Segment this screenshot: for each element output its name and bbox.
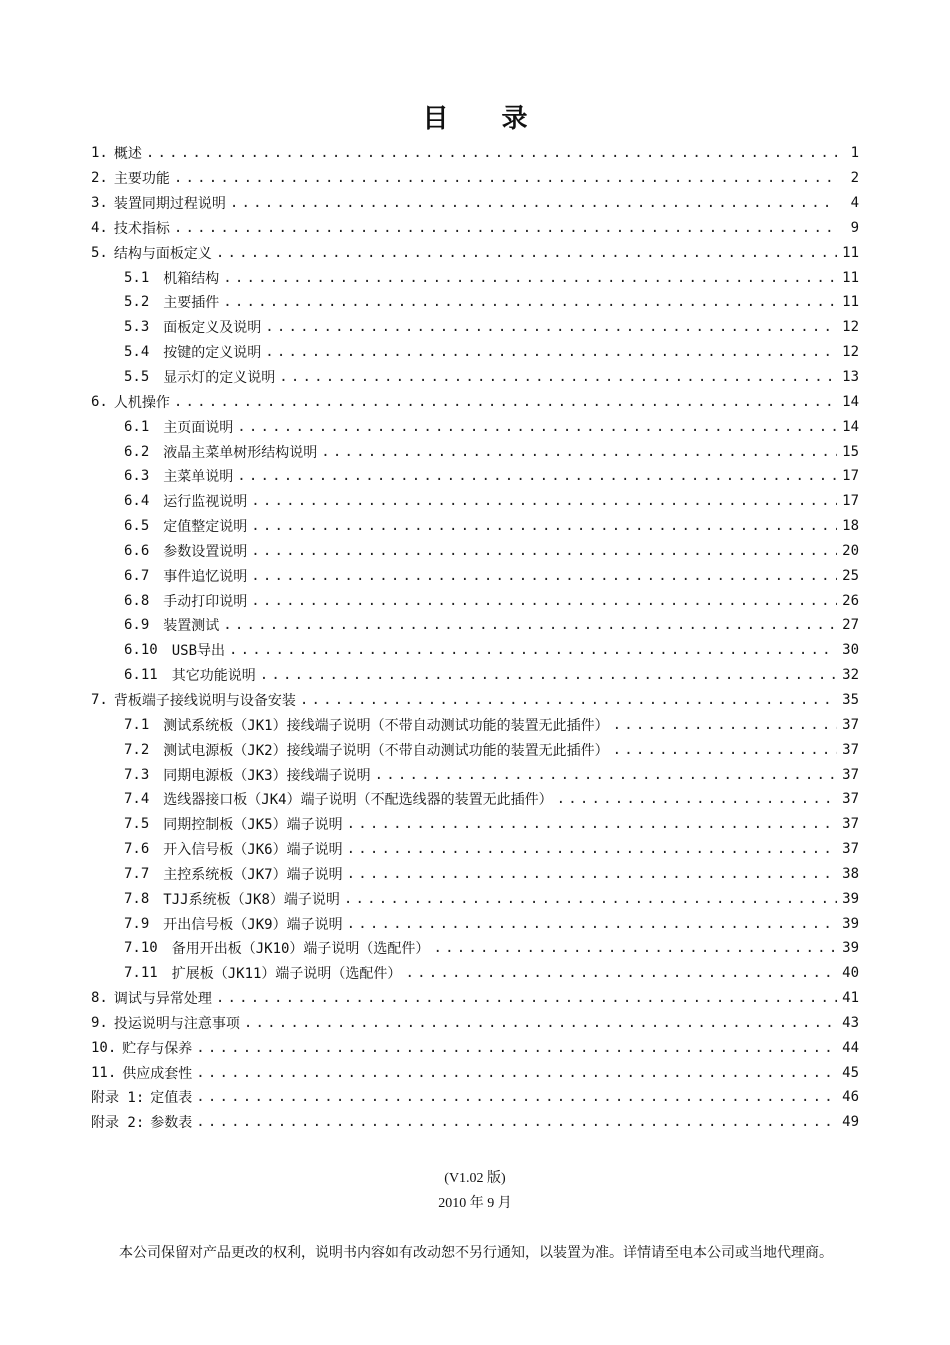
toc-entry-label: 主要插件	[163, 295, 220, 312]
toc-entry[interactable]	[91, 191, 859, 216]
toc-entry-page: 20	[842, 542, 859, 559]
toc-entry-number: 10.	[91, 1039, 117, 1056]
toc-entry[interactable]	[91, 315, 859, 340]
toc-leader-dots	[229, 642, 837, 658]
toc-entry[interactable]	[91, 340, 859, 365]
toc-entry[interactable]	[91, 539, 859, 564]
toc-entry-label: 显示灯的定义说明	[163, 370, 276, 387]
toc-entry[interactable]	[91, 613, 859, 638]
toc-entry-page: 37	[842, 816, 859, 833]
toc-leader-dots	[613, 742, 837, 758]
toc-entry-number: 6.10	[124, 642, 158, 659]
toc-entry-page: 37	[842, 716, 859, 733]
toc-entry[interactable]	[91, 1011, 859, 1036]
toc-entry-number: 5.5	[124, 369, 150, 386]
toc-entry-label: 面板定义及说明	[163, 320, 262, 337]
toc-entry[interactable]	[91, 439, 859, 464]
toc-entry-number: 5.2	[124, 294, 150, 311]
toc-leader-dots	[347, 841, 837, 857]
toc-entry-label: 主菜单说明	[163, 469, 234, 486]
toc-entry-label: 同期电源板（JK3）接线端子说明	[163, 767, 371, 784]
toc-entry-number: 附录 1:	[91, 1090, 145, 1107]
toc-entry-number: 7.10	[124, 940, 158, 957]
toc-entry[interactable]	[91, 141, 859, 166]
toc-leader-dots	[237, 468, 837, 484]
toc-leader-dots	[223, 617, 837, 633]
toc-entry[interactable]	[91, 265, 859, 290]
toc-entry-label: 定值整定说明	[163, 519, 248, 536]
toc-entry-label: 参数设置说明	[163, 543, 248, 560]
toc-entry-page: 11	[842, 244, 859, 261]
toc-leader-dots	[433, 940, 837, 956]
toc-leader-dots	[557, 791, 837, 807]
toc-entry[interactable]	[91, 389, 859, 414]
toc-leader-dots	[265, 344, 837, 360]
toc-entry-label: 机箱结构	[163, 270, 220, 287]
toc-entry[interactable]	[91, 737, 859, 762]
toc-entry-label: 液晶主菜单树形结构说明	[163, 444, 318, 461]
toc-leader-dots	[251, 493, 837, 509]
toc-entry-page: 27	[842, 617, 859, 634]
toc-leader-dots	[196, 1065, 837, 1081]
toc-entry-number: 7.11	[124, 965, 158, 982]
toc-entry-page: 43	[842, 1014, 859, 1031]
toc-entry-page: 12	[842, 344, 859, 361]
table-of-contents	[91, 141, 859, 1135]
toc-entry-number: 附录 2:	[91, 1115, 145, 1132]
toc-entry-number: 7.1	[124, 716, 150, 733]
toc-entry[interactable]	[91, 1060, 859, 1085]
toc-leader-dots	[260, 667, 837, 683]
toc-entry-page: 41	[842, 990, 859, 1007]
toc-entry-number: 4.	[91, 219, 108, 236]
toc-entry-label: 按键的定义说明	[163, 345, 262, 362]
toc-entry-page: 46	[842, 1089, 859, 1106]
toc-entry-label: 开出信号板（JK9）端子说明	[163, 916, 343, 933]
toc-entry-label: 概述	[113, 146, 142, 163]
toc-entry[interactable]	[91, 563, 859, 588]
toc-entry-number: 6.11	[124, 667, 158, 684]
toc-leader-dots	[237, 419, 837, 435]
toc-entry-number: 6.2	[124, 443, 150, 460]
toc-entry-label: 人机操作	[113, 394, 170, 411]
toc-entry[interactable]	[91, 886, 859, 911]
toc-leader-dots	[174, 170, 837, 186]
toc-entry-number: 5.	[91, 244, 108, 261]
toc-leader-dots	[244, 1015, 837, 1031]
toc-entry-label: 主控系统板（JK7）端子说明	[163, 866, 343, 883]
toc-leader-dots	[347, 816, 837, 832]
toc-entry-page: 39	[842, 890, 859, 907]
toc-entry-number: 6.7	[124, 567, 150, 584]
toc-entry-label: 事件追忆说明	[163, 568, 248, 585]
notice-paragraph: 本公司保留对产品更改的权利，说明书内容如有改动恕不另行通知，以装置为准。详情请至电本公司或当地代理商。	[119, 1245, 833, 1261]
toc-entry-page: 17	[842, 468, 859, 485]
toc-leader-dots	[146, 145, 837, 161]
toc-leader-dots	[216, 245, 837, 261]
toc-entry-number: 5.4	[124, 344, 150, 361]
toc-entry-number: 6.1	[124, 418, 150, 435]
toc-entry-label: 装置测试	[163, 618, 220, 635]
toc-leader-dots	[375, 767, 837, 783]
toc-entry-page: 4	[850, 195, 859, 212]
toc-entry-page: 14	[842, 393, 859, 410]
toc-entry[interactable]	[91, 762, 859, 787]
toc-entry-page: 11	[842, 269, 859, 286]
toc-entry-page: 37	[842, 741, 859, 758]
toc-leader-dots	[230, 195, 837, 211]
toc-entry-page: 37	[842, 791, 859, 808]
toc-entry-number: 7.7	[124, 865, 150, 882]
toc-leader-dots	[279, 369, 837, 385]
toc-entry[interactable]	[91, 414, 859, 439]
toc-entry[interactable]	[91, 216, 859, 241]
toc-entry-page: 30	[842, 642, 859, 659]
toc-entry-number: 8.	[91, 990, 108, 1007]
toc-entry-label: 供应成套性	[122, 1065, 193, 1082]
toc-entry-page: 13	[842, 369, 859, 386]
toc-entry-number: 7.6	[124, 841, 150, 858]
toc-entry-page: 1	[850, 145, 859, 162]
toc-entry-page: 49	[842, 1114, 859, 1131]
toc-entry-label: 扩展板（JK11）端子说明（选配件）	[171, 966, 402, 983]
toc-entry[interactable]	[91, 712, 859, 737]
toc-entry-label: 背板端子接线说明与设备安装	[113, 692, 296, 709]
toc-entry-number: 1.	[91, 145, 108, 162]
toc-leader-dots	[251, 543, 837, 559]
toc-entry-number: 2.	[91, 170, 108, 187]
toc-entry-label: 手动打印说明	[163, 593, 248, 610]
toc-entry-page: 18	[842, 518, 859, 535]
toc-entry-page: 38	[842, 865, 859, 882]
toc-leader-dots	[321, 444, 837, 460]
version-label: (V1.02 版)	[444, 1171, 506, 1186]
toc-entry-label: 投运说明与注意事项	[113, 1015, 240, 1032]
toc-entry-label: 调试与异常处理	[113, 991, 212, 1008]
toc-entry-label: 定值表	[150, 1090, 193, 1107]
toc-entry[interactable]	[91, 787, 859, 812]
toc-entry[interactable]	[91, 663, 859, 688]
toc-entry-number: 5.3	[124, 319, 150, 336]
toc-entry[interactable]	[91, 911, 859, 936]
toc-entry[interactable]	[91, 588, 859, 613]
toc-entry-label: TJJ系统板（JK8）端子说明	[163, 891, 340, 908]
toc-entry-number: 3.	[91, 195, 108, 212]
toc-entry[interactable]	[91, 1110, 859, 1135]
toc-entry-number: 7.5	[124, 816, 150, 833]
toc-entry-number: 6.8	[124, 592, 150, 609]
toc-entry-number: 5.1	[124, 269, 150, 286]
toc-leader-dots	[613, 717, 837, 733]
toc-leader-dots	[251, 568, 837, 584]
toc-entry[interactable]	[91, 812, 859, 837]
toc-entry-number: 7.8	[124, 890, 150, 907]
date-label: 2010 年 9 月	[438, 1196, 512, 1211]
toc-entry-page: 44	[842, 1039, 859, 1056]
toc-entry-label: 测试系统板（JK1）接线端子说明（不带自动测试功能的装置无此插件）	[163, 717, 609, 734]
toc-leader-dots	[174, 220, 837, 236]
toc-entry-page: 26	[842, 592, 859, 609]
toc-entry-page: 35	[842, 691, 859, 708]
toc-entry[interactable]	[91, 365, 859, 390]
toc-entry-number: 6.4	[124, 493, 150, 510]
toc-entry[interactable]	[91, 961, 859, 986]
toc-leader-dots	[196, 1040, 837, 1056]
toc-leader-dots	[344, 891, 837, 907]
toc-entry-label: 开入信号板（JK6）端子说明	[163, 842, 343, 859]
toc-entry-page: 32	[842, 667, 859, 684]
toc-entry-label: USB导出	[171, 643, 226, 660]
toc-leader-dots	[405, 965, 837, 981]
toc-entry-number: 7.	[91, 691, 108, 708]
toc-entry-label: 同期控制板（JK5）端子说明	[163, 817, 343, 834]
toc-entry-number: 6.3	[124, 468, 150, 485]
toc-entry-page: 2	[850, 170, 859, 187]
toc-entry-page: 25	[842, 567, 859, 584]
toc-leader-dots	[347, 866, 837, 882]
toc-entry-label: 装置同期过程说明	[113, 196, 226, 213]
toc-entry-number: 6.9	[124, 617, 150, 634]
toc-leader-dots	[265, 319, 837, 335]
toc-entry-label: 参数表	[150, 1115, 193, 1132]
toc-entry-number: 11.	[91, 1064, 117, 1081]
toc-entry-page: 37	[842, 841, 859, 858]
toc-entry-label: 其它功能说明	[171, 668, 256, 685]
toc-entry-label: 结构与面板定义	[113, 245, 212, 262]
toc-entry-label: 贮存与保养	[122, 1040, 193, 1057]
toc-entry-label: 备用开出板（JK10）端子说明（选配件）	[171, 941, 430, 958]
toc-entry-page: 11	[842, 294, 859, 311]
toc-entry-page: 39	[842, 915, 859, 932]
toc-entry[interactable]	[91, 837, 859, 862]
toc-entry-label: 选线器接口板（JK4）端子说明（不配选线器的装置无此插件）	[163, 792, 553, 809]
toc-leader-dots	[300, 692, 837, 708]
toc-leader-dots	[196, 1114, 837, 1130]
toc-entry-page: 9	[850, 219, 859, 236]
toc-entry[interactable]	[91, 514, 859, 539]
toc-entry[interactable]	[91, 1035, 859, 1060]
toc-entry[interactable]	[91, 240, 859, 265]
toc-entry-page: 12	[842, 319, 859, 336]
toc-entry-label: 技术指标	[113, 220, 170, 237]
toc-entry[interactable]	[91, 861, 859, 886]
toc-entry[interactable]	[91, 1085, 859, 1110]
toc-entry-label: 主页面说明	[163, 419, 234, 436]
toc-entry-page: 37	[842, 766, 859, 783]
toc-leader-dots	[223, 294, 837, 310]
toc-entry[interactable]	[91, 986, 859, 1011]
toc-entry[interactable]	[91, 464, 859, 489]
toc-entry[interactable]	[91, 166, 859, 191]
toc-entry-number: 9.	[91, 1014, 108, 1031]
toc-entry-number: 7.4	[124, 791, 150, 808]
toc-entry-label: 运行监视说明	[163, 494, 248, 511]
toc-entry-label: 测试电源板（JK2）接线端子说明（不带自动测试功能的装置无此插件）	[163, 742, 609, 759]
toc-leader-dots	[347, 916, 837, 932]
toc-entry-page: 45	[842, 1064, 859, 1081]
toc-entry-number: 7.2	[124, 741, 150, 758]
toc-entry[interactable]	[91, 936, 859, 961]
toc-entry-number: 7.3	[124, 766, 150, 783]
toc-leader-dots	[251, 518, 837, 534]
toc-entry-page: 17	[842, 493, 859, 510]
toc-leader-dots	[196, 1089, 837, 1105]
toc-entry-page: 15	[842, 443, 859, 460]
toc-entry-page: 39	[842, 940, 859, 957]
toc-entry-page: 14	[842, 418, 859, 435]
toc-entry-page: 40	[842, 965, 859, 982]
page-title: 目 录	[422, 104, 550, 134]
toc-entry-number: 6.5	[124, 518, 150, 535]
toc-entry-number: 7.9	[124, 915, 150, 932]
toc-entry-number: 6.6	[124, 542, 150, 559]
toc-entry[interactable]	[91, 489, 859, 514]
toc-leader-dots	[223, 270, 837, 286]
toc-entry-label: 主要功能	[113, 171, 170, 188]
toc-entry[interactable]	[91, 638, 859, 663]
toc-entry[interactable]	[91, 290, 859, 315]
toc-leader-dots	[251, 593, 837, 609]
toc-leader-dots	[174, 394, 837, 410]
toc-entry[interactable]	[91, 688, 859, 713]
toc-leader-dots	[216, 990, 837, 1006]
toc-entry-number: 6.	[91, 393, 108, 410]
